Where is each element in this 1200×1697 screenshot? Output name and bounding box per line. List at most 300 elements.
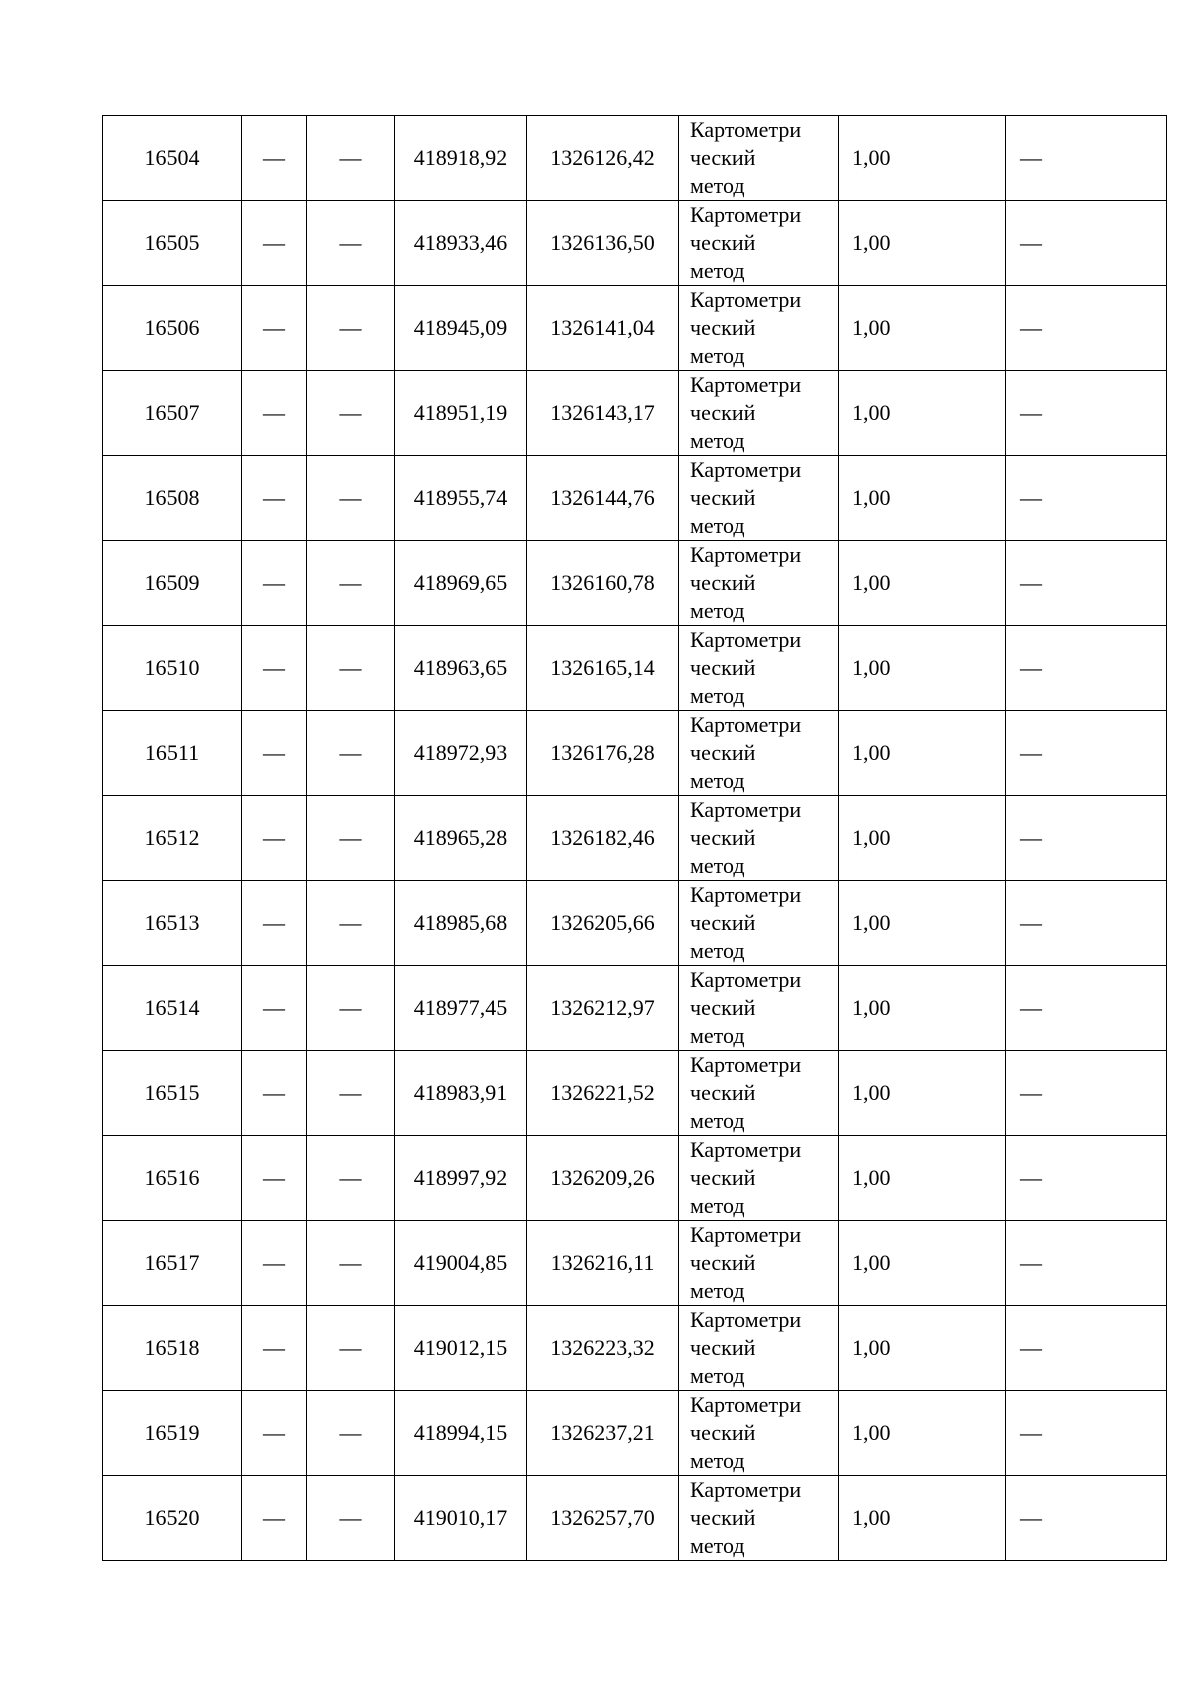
dash-value-2: — (263, 400, 285, 425)
method-line-2: ческий (690, 1505, 756, 1530)
table-row (103, 881, 1167, 966)
dash-value-3: — (339, 485, 362, 510)
x-coordinate: 418972,93 (413, 740, 508, 765)
method-line-2: ческий (690, 1165, 756, 1190)
point-number-cell (103, 1221, 242, 1306)
dash-value-2: — (263, 485, 285, 510)
accuracy-cell (839, 456, 1006, 541)
method-cell (679, 1476, 839, 1561)
method-line-1: Картометри (690, 457, 802, 482)
y-coordinate-cell (527, 626, 679, 711)
dash-cell-2 (242, 626, 307, 711)
point-number: 16515 (144, 1080, 200, 1105)
note-value: — (1020, 1335, 1042, 1360)
dash-value-2: — (263, 740, 285, 765)
method-cell (679, 116, 839, 201)
x-coordinate: 418983,91 (413, 1080, 508, 1105)
point-number-cell (103, 541, 242, 626)
point-number: 16514 (144, 995, 200, 1020)
accuracy-value: 1,00 (852, 825, 891, 850)
method-line-3: метод (690, 428, 745, 453)
accuracy-value: 1,00 (852, 1335, 891, 1360)
method-line-2: ческий (690, 740, 756, 765)
x-coordinate: 418951,19 (413, 400, 508, 425)
dash-value-2: — (263, 1080, 285, 1105)
method-line-2: ческий (690, 655, 756, 680)
dash-value-3: — (339, 400, 362, 425)
table-row (103, 1221, 1167, 1306)
dash-value-3: — (339, 655, 362, 680)
dash-value-3: — (339, 570, 362, 595)
note-value: — (1020, 1420, 1042, 1445)
y-coordinate: 1326144,76 (550, 485, 655, 510)
y-coordinate: 1326126,42 (550, 145, 655, 170)
dash-cell-3 (307, 626, 395, 711)
accuracy-cell (839, 201, 1006, 286)
accuracy-value: 1,00 (852, 1250, 891, 1275)
point-number-cell (103, 1306, 242, 1391)
accuracy-value: 1,00 (852, 570, 891, 595)
x-coordinate: 418918,92 (413, 145, 508, 170)
x-coordinate-cell (395, 796, 527, 881)
dash-value-3: — (339, 145, 362, 170)
table-row (103, 371, 1167, 456)
dash-value-3: — (339, 740, 362, 765)
dash-cell-3 (307, 796, 395, 881)
accuracy-value: 1,00 (852, 145, 891, 170)
point-number-cell (103, 881, 242, 966)
point-number: 16508 (144, 485, 200, 510)
x-coordinate-cell (395, 371, 527, 456)
table-row (103, 1476, 1167, 1561)
dash-value-2: — (263, 1505, 285, 1530)
x-coordinate-cell (395, 1221, 527, 1306)
dash-value-2: — (263, 825, 285, 850)
method-cell (679, 541, 839, 626)
method-cell (679, 1221, 839, 1306)
y-coordinate: 1326221,52 (550, 1080, 655, 1105)
method-line-1: Картометри (690, 1052, 802, 1077)
method-line-2: ческий (690, 1420, 756, 1445)
note-value: — (1020, 910, 1042, 935)
note-cell (1006, 201, 1167, 286)
accuracy-cell (839, 881, 1006, 966)
dash-cell-2 (242, 201, 307, 286)
dash-cell-2 (242, 116, 307, 201)
method-line-1: Картометри (690, 372, 802, 397)
accuracy-cell (839, 116, 1006, 201)
method-line-3: метод (690, 598, 745, 623)
method-line-3: метод (690, 1023, 745, 1048)
note-cell (1006, 1136, 1167, 1221)
dash-value-2: — (263, 570, 285, 595)
note-cell (1006, 881, 1167, 966)
x-coordinate-cell (395, 201, 527, 286)
dash-cell-3 (307, 711, 395, 796)
y-coordinate: 1326141,04 (550, 315, 655, 340)
y-coordinate: 1326176,28 (550, 740, 655, 765)
x-coordinate: 419010,17 (413, 1505, 508, 1530)
dash-value-3: — (339, 1335, 362, 1360)
method-cell (679, 796, 839, 881)
point-number-cell (103, 456, 242, 541)
dash-cell-3 (307, 116, 395, 201)
point-number-cell (103, 1476, 242, 1561)
dash-value-3: — (339, 1250, 362, 1275)
dash-cell-3 (307, 1136, 395, 1221)
x-coordinate: 418985,68 (413, 910, 508, 935)
y-coordinate: 1326212,97 (550, 995, 655, 1020)
table-row (103, 456, 1167, 541)
point-number-cell (103, 966, 242, 1051)
note-cell (1006, 711, 1167, 796)
dash-cell-2 (242, 456, 307, 541)
accuracy-cell (839, 626, 1006, 711)
y-coordinate: 1326223,32 (550, 1335, 655, 1360)
method-line-2: ческий (690, 485, 756, 510)
accuracy-cell (839, 796, 1006, 881)
dash-value-2: — (263, 1250, 285, 1275)
table-row (103, 286, 1167, 371)
y-coordinate: 1326160,78 (550, 570, 655, 595)
table-row (103, 116, 1167, 201)
method-cell (679, 1136, 839, 1221)
method-line-3: метод (690, 1108, 745, 1133)
accuracy-value: 1,00 (852, 1080, 891, 1105)
method-line-2: ческий (690, 570, 756, 595)
method-line-1: Картометри (690, 882, 802, 907)
method-line-2: ческий (690, 825, 756, 850)
dash-cell-3 (307, 286, 395, 371)
accuracy-value: 1,00 (852, 655, 891, 680)
y-coordinate-cell (527, 1306, 679, 1391)
y-coordinate: 1326182,46 (550, 825, 655, 850)
x-coordinate: 419004,85 (413, 1250, 508, 1275)
accuracy-value: 1,00 (852, 315, 891, 340)
dash-value-2: — (263, 1165, 285, 1190)
dash-cell-3 (307, 1391, 395, 1476)
method-line-1: Картометри (690, 1222, 802, 1247)
note-cell (1006, 1221, 1167, 1306)
dash-cell-3 (307, 966, 395, 1051)
note-value: — (1020, 655, 1042, 680)
method-cell (679, 201, 839, 286)
y-coordinate-cell (527, 1051, 679, 1136)
y-coordinate-cell (527, 201, 679, 286)
x-coordinate: 418994,15 (413, 1420, 508, 1445)
method-line-1: Картометри (690, 542, 802, 567)
accuracy-cell (839, 1476, 1006, 1561)
note-cell (1006, 541, 1167, 626)
dash-value-2: — (263, 995, 285, 1020)
note-cell (1006, 456, 1167, 541)
dash-cell-2 (242, 711, 307, 796)
method-line-2: ческий (690, 910, 756, 935)
method-line-3: метод (690, 1363, 745, 1388)
dash-cell-3 (307, 1476, 395, 1561)
x-coordinate: 418977,45 (413, 995, 508, 1020)
dash-value-3: — (339, 315, 362, 340)
note-cell (1006, 626, 1167, 711)
dash-cell-2 (242, 796, 307, 881)
method-line-2: ческий (690, 400, 756, 425)
note-value: — (1020, 145, 1042, 170)
dash-cell-3 (307, 1306, 395, 1391)
method-line-2: ческий (690, 995, 756, 1020)
point-number: 16520 (144, 1505, 200, 1530)
dash-value-3: — (339, 910, 362, 935)
y-coordinate: 1326165,14 (550, 655, 655, 680)
point-number-cell (103, 796, 242, 881)
y-coordinate: 1326143,17 (550, 400, 655, 425)
y-coordinate: 1326257,70 (550, 1505, 655, 1530)
note-value: — (1020, 315, 1042, 340)
dash-value-3: — (339, 230, 362, 255)
dash-value-3: — (339, 825, 362, 850)
dash-value-2: — (263, 655, 285, 680)
table-row (103, 626, 1167, 711)
point-number-cell (103, 286, 242, 371)
note-value: — (1020, 1505, 1042, 1530)
point-number: 16519 (144, 1420, 200, 1445)
y-coordinate-cell (527, 796, 679, 881)
accuracy-cell (839, 286, 1006, 371)
table-row (103, 1306, 1167, 1391)
point-number-cell (103, 1136, 242, 1221)
dash-cell-2 (242, 966, 307, 1051)
x-coordinate-cell (395, 286, 527, 371)
accuracy-cell (839, 371, 1006, 456)
method-cell (679, 966, 839, 1051)
method-line-1: Картометри (690, 797, 802, 822)
accuracy-value: 1,00 (852, 995, 891, 1020)
dash-cell-2 (242, 1306, 307, 1391)
method-cell (679, 711, 839, 796)
accuracy-cell (839, 711, 1006, 796)
y-coordinate-cell (527, 456, 679, 541)
point-number: 16518 (144, 1335, 200, 1360)
x-coordinate: 418997,92 (413, 1165, 508, 1190)
point-number-cell (103, 626, 242, 711)
method-line-3: метод (690, 258, 745, 283)
method-line-1: Картометри (690, 117, 802, 142)
point-number: 16517 (144, 1250, 200, 1275)
dash-cell-2 (242, 1476, 307, 1561)
method-cell (679, 371, 839, 456)
note-value: — (1020, 1250, 1042, 1275)
accuracy-value: 1,00 (852, 230, 891, 255)
y-coordinate-cell (527, 881, 679, 966)
note-value: — (1020, 1080, 1042, 1105)
y-coordinate: 1326136,50 (550, 230, 655, 255)
method-line-3: метод (690, 1448, 745, 1473)
method-line-1: Картометри (690, 627, 802, 652)
accuracy-cell (839, 1051, 1006, 1136)
method-line-3: метод (690, 513, 745, 538)
note-cell (1006, 1051, 1167, 1136)
dash-cell-3 (307, 201, 395, 286)
accuracy-value: 1,00 (852, 1505, 891, 1530)
x-coordinate-cell (395, 541, 527, 626)
method-line-3: метод (690, 938, 745, 963)
accuracy-cell (839, 1136, 1006, 1221)
dash-value-3: — (339, 1165, 362, 1190)
method-line-2: ческий (690, 145, 756, 170)
table-row (103, 711, 1167, 796)
method-line-3: метод (690, 1533, 745, 1558)
table-row (103, 1136, 1167, 1221)
dash-value-2: — (263, 1335, 285, 1360)
method-line-3: метод (690, 1278, 745, 1303)
x-coordinate: 418945,09 (413, 315, 508, 340)
method-line-3: метод (690, 768, 745, 793)
dash-cell-3 (307, 1051, 395, 1136)
method-line-2: ческий (690, 1080, 756, 1105)
accuracy-value: 1,00 (852, 1165, 891, 1190)
note-cell (1006, 116, 1167, 201)
method-line-1: Картометри (690, 1137, 802, 1162)
x-coordinate-cell (395, 966, 527, 1051)
method-line-1: Картометри (690, 967, 802, 992)
dash-cell-3 (307, 541, 395, 626)
method-cell (679, 1391, 839, 1476)
point-number: 16507 (144, 400, 200, 425)
x-coordinate-cell (395, 1306, 527, 1391)
dash-value-2: — (263, 315, 285, 340)
accuracy-cell (839, 541, 1006, 626)
note-value: — (1020, 230, 1042, 255)
method-cell (679, 881, 839, 966)
note-cell (1006, 286, 1167, 371)
method-line-1: Картометри (690, 287, 802, 312)
method-line-1: Картометри (690, 1307, 802, 1332)
dash-cell-3 (307, 456, 395, 541)
x-coordinate-cell (395, 116, 527, 201)
y-coordinate-cell (527, 116, 679, 201)
dash-cell-2 (242, 881, 307, 966)
note-cell (1006, 371, 1167, 456)
point-number: 16506 (144, 315, 200, 340)
x-coordinate: 419012,15 (413, 1335, 508, 1360)
table-row (103, 1051, 1167, 1136)
point-number: 16510 (144, 655, 200, 680)
table-row (103, 201, 1167, 286)
dash-value-3: — (339, 1080, 362, 1105)
x-coordinate-cell (395, 881, 527, 966)
dash-cell-3 (307, 881, 395, 966)
accuracy-cell (839, 1221, 1006, 1306)
method-cell (679, 456, 839, 541)
method-line-2: ческий (690, 230, 756, 255)
coordinates-table (102, 115, 1167, 1561)
accuracy-value: 1,00 (852, 910, 891, 935)
method-cell (679, 626, 839, 711)
x-coordinate-cell (395, 626, 527, 711)
method-line-3: метод (690, 343, 745, 368)
accuracy-value: 1,00 (852, 1420, 891, 1445)
accuracy-value: 1,00 (852, 485, 891, 510)
dash-value-3: — (339, 995, 362, 1020)
point-number: 16513 (144, 910, 200, 935)
point-number: 16516 (144, 1165, 200, 1190)
x-coordinate: 418965,28 (413, 825, 508, 850)
note-value: — (1020, 825, 1042, 850)
x-coordinate-cell (395, 1136, 527, 1221)
x-coordinate-cell (395, 1051, 527, 1136)
method-line-3: метод (690, 173, 745, 198)
y-coordinate-cell (527, 711, 679, 796)
note-value: — (1020, 1165, 1042, 1190)
method-line-1: Картометри (690, 1392, 802, 1417)
note-cell (1006, 796, 1167, 881)
dash-cell-2 (242, 1136, 307, 1221)
dash-cell-2 (242, 286, 307, 371)
dash-cell-3 (307, 371, 395, 456)
table-row (103, 541, 1167, 626)
point-number: 16505 (144, 230, 200, 255)
table-row (103, 966, 1167, 1051)
note-value: — (1020, 740, 1042, 765)
method-line-3: метод (690, 853, 745, 878)
y-coordinate-cell (527, 286, 679, 371)
point-number-cell (103, 371, 242, 456)
y-coordinate: 1326237,21 (550, 1420, 655, 1445)
method-line-1: Картометри (690, 712, 802, 737)
x-coordinate-cell (395, 456, 527, 541)
x-coordinate: 418969,65 (413, 570, 508, 595)
x-coordinate: 418955,74 (413, 485, 508, 510)
y-coordinate-cell (527, 1136, 679, 1221)
method-line-2: ческий (690, 1335, 756, 1360)
y-coordinate-cell (527, 966, 679, 1051)
point-number-cell (103, 1051, 242, 1136)
method-line-1: Картометри (690, 202, 802, 227)
point-number-cell (103, 1391, 242, 1476)
method-cell (679, 1051, 839, 1136)
note-value: — (1020, 570, 1042, 595)
dash-value-2: — (263, 145, 285, 170)
dash-cell-2 (242, 371, 307, 456)
dash-cell-2 (242, 1391, 307, 1476)
dash-value-3: — (339, 1420, 362, 1445)
method-cell (679, 286, 839, 371)
note-cell (1006, 966, 1167, 1051)
table-row (103, 1391, 1167, 1476)
accuracy-value: 1,00 (852, 740, 891, 765)
y-coordinate-cell (527, 541, 679, 626)
point-number: 16509 (144, 570, 200, 595)
method-line-3: метод (690, 1193, 745, 1218)
table-row (103, 796, 1167, 881)
method-cell (679, 1306, 839, 1391)
dash-value-3: — (339, 1505, 362, 1530)
method-line-2: ческий (690, 315, 756, 340)
accuracy-value: 1,00 (852, 400, 891, 425)
note-value: — (1020, 485, 1042, 510)
y-coordinate: 1326216,11 (550, 1250, 655, 1275)
dash-cell-2 (242, 1051, 307, 1136)
note-cell (1006, 1391, 1167, 1476)
dash-value-2: — (263, 910, 285, 935)
y-coordinate-cell (527, 1221, 679, 1306)
y-coordinate-cell (527, 1391, 679, 1476)
method-line-1: Картометри (690, 1477, 802, 1502)
dash-value-2: — (263, 1420, 285, 1445)
note-cell (1006, 1306, 1167, 1391)
point-number: 16511 (144, 740, 200, 765)
y-coordinate: 1326209,26 (550, 1165, 655, 1190)
note-cell (1006, 1476, 1167, 1561)
